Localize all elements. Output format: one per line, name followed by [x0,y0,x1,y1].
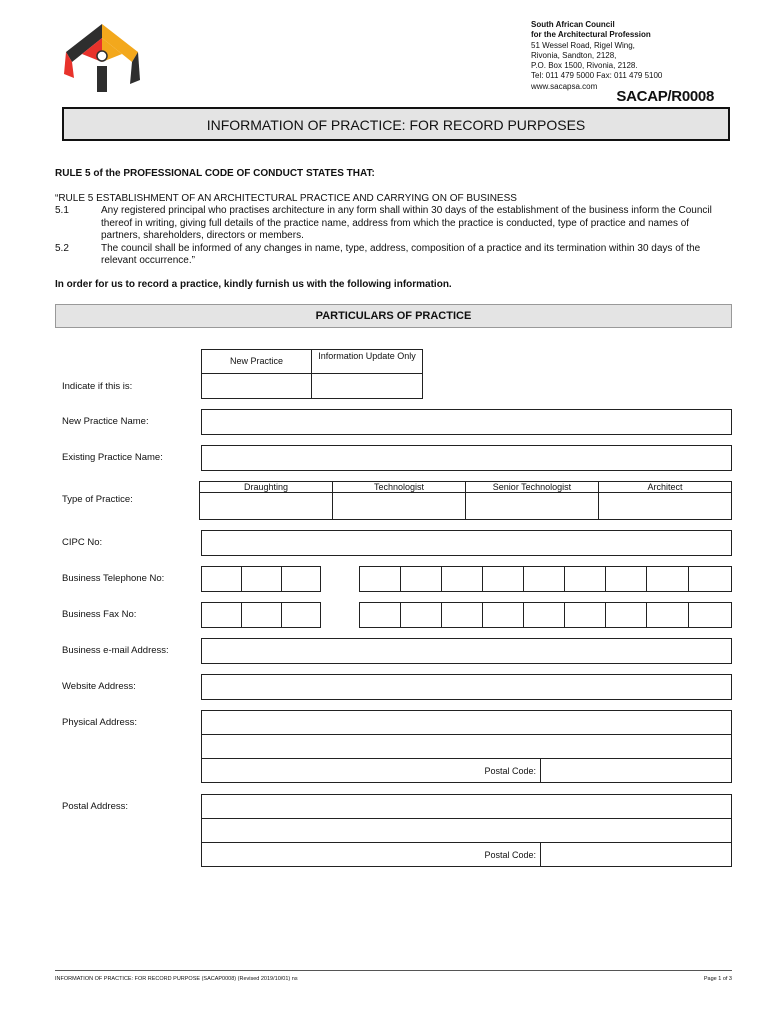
fax-digit-box[interactable] [241,602,282,628]
rule-item-number: 5.2 [55,242,69,254]
existing-practice-name-input[interactable] [201,445,732,471]
physical-postal-code-input[interactable] [540,758,732,783]
type-draughting-checkbox[interactable] [199,492,333,520]
logo-dot [97,51,107,61]
postal-address-label: Postal Address: [62,801,129,812]
page-footer [55,970,732,982]
option-info-update-header: Information Update Only [311,349,423,374]
rule-item-text: Any registered principal who practises architecture in any form shall within 30 days of the establishment of the business inform the Council thereof in writing, giving full details of the practice name, address from which the practice is conducted, type of practice and names of partners, shareholders, directors or members. [101,205,712,242]
rule-heading: RULE 5 of the PROFESSIONAL CODE OF CONDUCT STATES THAT: [55,168,375,179]
new-practice-name-label: New Practice Name: [62,416,149,427]
org-name-line1: South African Council [531,20,615,29]
email-label: Business e-mail Address: [62,645,169,656]
telephone-digit-box[interactable] [688,566,732,592]
postal-postal-code-label: Postal Code: [484,850,536,860]
telephone-digit-box[interactable] [359,566,401,592]
cipc-label: CIPC No: [62,537,103,548]
type-of-practice-label: Type of Practice: [62,494,133,505]
fax-digit-box[interactable] [605,602,647,628]
option-new-practice-checkbox[interactable] [201,373,312,399]
fax-digit-box[interactable] [441,602,483,628]
fax-digit-box[interactable] [400,602,442,628]
type-technologist-checkbox[interactable] [332,492,466,520]
type-draughting-header: Draughting [199,481,333,493]
telephone-digit-box[interactable] [605,566,647,592]
physical-address-block [201,710,732,783]
telephone-number-boxes [359,566,732,592]
fax-digit-box[interactable] [688,602,732,628]
website-input[interactable] [201,674,732,700]
address-line: P.O. Box 1500, Rivonia, 2128. [531,61,638,71]
email-input[interactable] [201,638,732,664]
rule-quote [55,193,720,267]
indicate-table [201,349,423,399]
rule-item [55,205,720,242]
org-address-block [531,20,662,92]
sacap-logo [62,22,142,94]
type-architect-header: Architect [598,481,732,493]
rule-item-text: The council shall be informed of any changes in name, type, address, composition of a practice and its termination within 30 days of the relevant occurrence.” [101,242,701,267]
type-technologist-header: Technologist [332,481,466,493]
fax-digit-box[interactable] [359,602,401,628]
existing-practice-name-label: Existing Practice Name: [62,452,163,463]
new-practice-name-input[interactable] [201,409,732,435]
postal-postal-code-input[interactable] [540,842,732,867]
fax-code-boxes [201,602,321,628]
fax-digit-box[interactable] [482,602,524,628]
indicate-label: Indicate if this is: [62,381,133,392]
section-title: PARTICULARS OF PRACTICE [55,304,732,328]
type-senior-technologist-checkbox[interactable] [465,492,599,520]
type-senior-technologist-header: Senior Technologist [465,481,599,493]
physical-address-label: Physical Address: [62,717,137,728]
physical-address-line-1[interactable] [201,710,732,735]
address-line: 51 Wessel Road, Rigel Wing, [531,40,635,50]
postal-address-line-3[interactable] [201,842,541,867]
fax-digit-box[interactable] [281,602,321,628]
footer-page-number: Page 1 of 3 [703,976,732,982]
logo-pillar [97,66,107,92]
option-info-update-checkbox[interactable] [311,373,423,399]
rule-item [55,243,720,268]
contact-line: Tel: 011 479 5000 Fax: 011 479 5100 [531,71,663,81]
rule-item-number: 5.1 [55,205,69,217]
website-label: Website Address: [62,681,136,692]
postal-address-block [201,794,732,867]
telephone-digit-box[interactable] [201,566,242,592]
rule-intro: “RULE 5 ESTABLISHMENT OF AN ARCHITECTURAL PRACTICE AND CARRYING ON OF BUSINESS [55,193,517,204]
fax-digit-box[interactable] [523,602,565,628]
instruction: In order for us to record a practice, kindly furnish us with the following information. [55,279,452,290]
telephone-code-boxes [201,566,321,592]
telephone-digit-box[interactable] [564,566,606,592]
cipc-input[interactable] [201,530,732,556]
address-line: Rivonia, Sandton, 2128, [531,50,617,60]
fax-number-boxes [359,602,732,628]
telephone-digit-box[interactable] [523,566,565,592]
postal-address-line-2[interactable] [201,818,732,843]
telephone-digit-box[interactable] [482,566,524,592]
telephone-digit-box[interactable] [441,566,483,592]
telephone-label: Business Telephone No: [62,573,165,584]
type-architect-checkbox[interactable] [598,492,732,520]
fax-label: Business Fax No: [62,609,137,620]
telephone-digit-box[interactable] [281,566,321,592]
postal-address-line-1[interactable] [201,794,732,819]
physical-postal-code-label: Postal Code: [484,766,536,776]
option-new-practice-header: New Practice [201,349,312,374]
telephone-digit-box[interactable] [241,566,282,592]
org-name-line2: for the Architectural Profession [531,30,651,40]
website-line: www.sacapsa.com [531,81,598,91]
physical-address-line-3[interactable] [201,758,541,783]
fax-digit-box[interactable] [201,602,242,628]
fax-digit-box[interactable] [564,602,606,628]
form-code: SACAP/R0008 [616,88,714,105]
telephone-digit-box[interactable] [646,566,689,592]
telephone-digit-box[interactable] [400,566,442,592]
form-title: INFORMATION OF PRACTICE: FOR RECORD PURPOSES [62,107,730,141]
footer-form-reference: INFORMATION OF PRACTICE: FOR RECORD PURPOSE (SACAP0008) (Revised 2019/10/01) ns [55,976,298,982]
type-of-practice-table [199,481,732,520]
physical-address-line-2[interactable] [201,734,732,759]
fax-digit-box[interactable] [646,602,689,628]
